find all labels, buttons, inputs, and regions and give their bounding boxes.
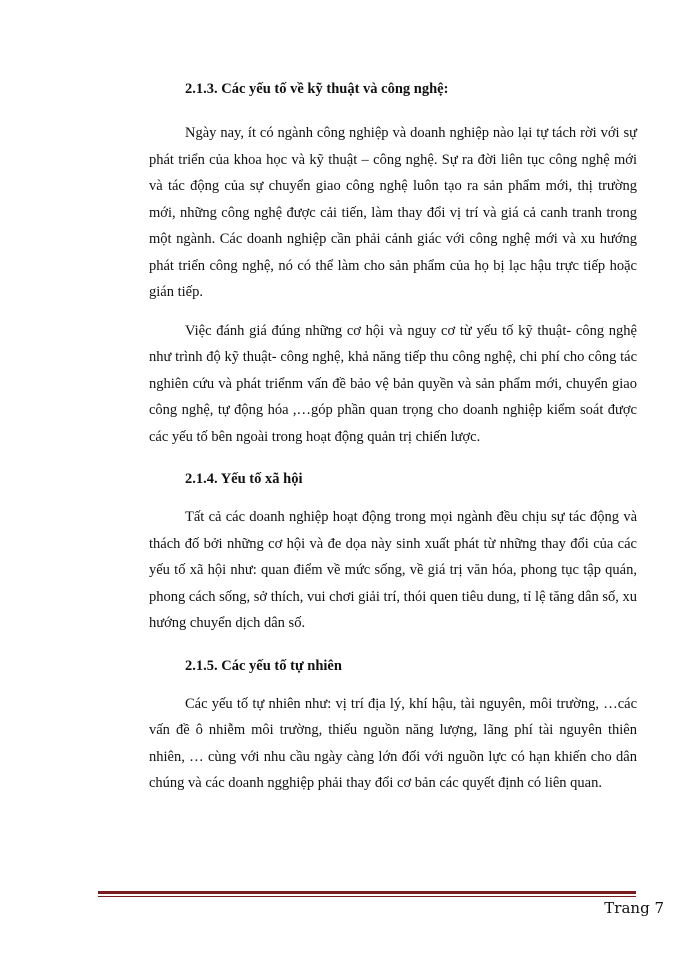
section-heading-2-1-3: 2.1.3. Các yếu tố về kỹ thuật và công nghệ:: [185, 81, 449, 97]
section-heading-2-1-5: 2.1.5. Các yếu tố tự nhiên: [185, 657, 342, 674]
document-body: [149, 70, 637, 797]
section-heading-2-1-4: 2.1.4. Yếu tố xã hội: [185, 471, 303, 487]
paragraph-natural: Các yếu tố tự nhiên như: vị trí địa lý, khí hậu, tài nguyên, môi trường, …các vấn đề ô nhiễm môi trường, thiếu nguồn năng lượng, lãng phí tài nguyên thiên nhiên, … cùng với nhu cầu ngày càng lớn đối với nguồn lực có hạn khiến cho dân chúng và các doanh ngghiệp phải thay đổi cơ bản các quyết định có liên quan.: [149, 695, 637, 791]
paragraph-technology-2: Việc đánh giá đúng những cơ hội và nguy cơ từ yếu tố kỹ thuật- công nghệ như trình độ kỹ thuật- công nghệ, khả năng tiếp thu công nghệ, chi phí cho công tác nghiên cứu và phát triểnm vấn đề bảo vệ bản quyền và sản phẩm mới, chuyển giao công nghệ, tự động hóa ,…góp phần quan trọng cho doanh nghiệp kiểm soát được các yếu tố bên ngoài trong hoạt động quản trị chiến lược.: [149, 322, 637, 445]
paragraph-social: Tất cả các doanh nghiệp hoạt động trong mọi ngành đều chịu sự tác động và thách đố bởi những cơ hội và đe dọa này sinh xuất phát từ những thay đổi của các yếu tố xã hội như: quan điểm về mức sống, về giá trị văn hóa, phong tục tập quán, phong cách sống, sở thích, vui chơi giải trí, thói quen tiêu dung, tỉ lệ tăng dân số, xu hướng chuyển dịch dân số.: [149, 509, 637, 631]
footer-divider-thin-line: [98, 896, 636, 897]
page-number: Trang 7: [604, 899, 664, 917]
paragraph-technology-1: Ngày nay, ít có ngành công nghiệp và doanh nghiệp nào lại tự tách rời với sự phát triển của khoa học và kỹ thuật – công nghệ. Sự ra đời liên tục công nghệ mới và tác động của sự chuyển giao công nghệ luôn tạo ra sản phẩm mới, thị trường mới, những công nghệ được cải tiến, làm thay đổi vị trí và giá cả canh tranh trong một ngành. Các doanh nghiệp cần phải cảnh giác với công nghệ mới và xu hướng phát triển công nghệ, nó có thể làm cho sản phẩm của họ bị lạc hậu trực tiếp hoặc gián tiếp.: [149, 125, 637, 300]
footer-divider: [98, 891, 636, 897]
